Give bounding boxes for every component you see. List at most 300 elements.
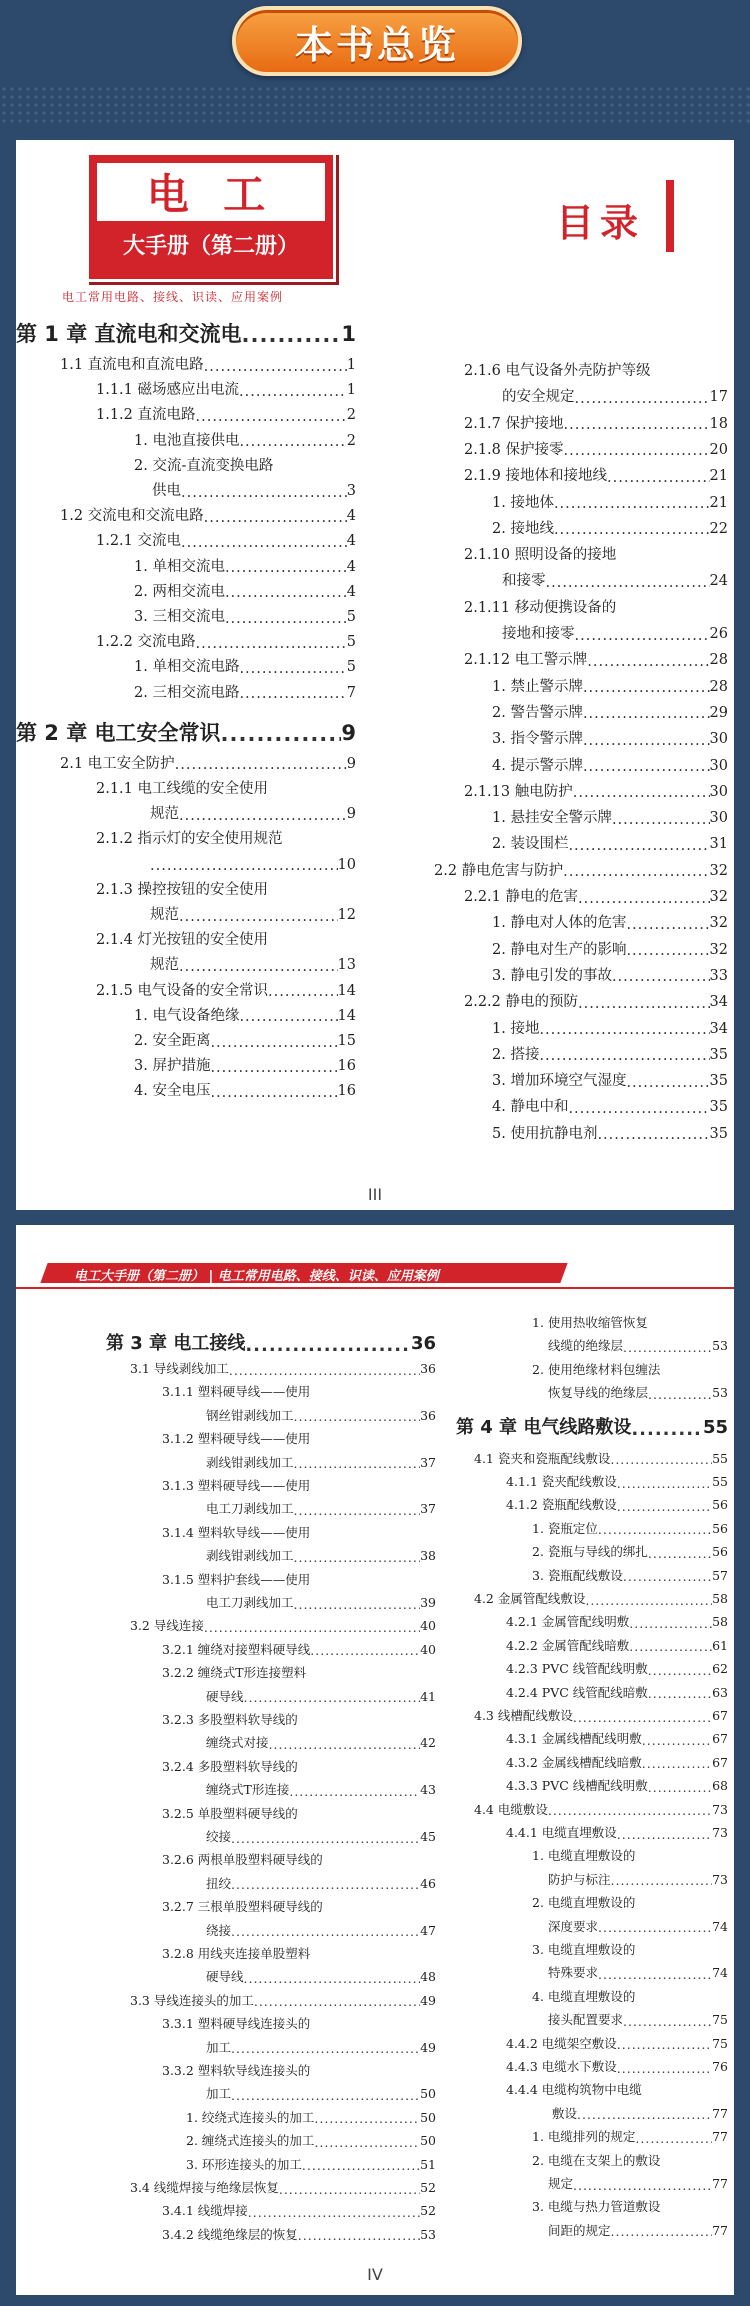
toc-entry[interactable] (506, 1638, 728, 1654)
toc-entry-title: 绕接 (206, 1922, 232, 1938)
toc-entry[interactable] (162, 1384, 436, 1400)
toc-entry[interactable] (464, 888, 728, 906)
toc-page-ref: 16 (337, 1058, 356, 1075)
toc-entry-title: 1. 电气设备绝缘 (134, 1007, 240, 1024)
toc-entry[interactable] (134, 1007, 356, 1025)
toc-leader-dots (607, 471, 710, 486)
toc-page-ref: 26 (709, 626, 728, 642)
toc-entry[interactable] (206, 1829, 436, 1845)
toc-entry-title: 2.1.3 操控按钮的安全使用 (96, 881, 269, 898)
toc-entry-title: 第 3 章 电工接线 (106, 1333, 246, 1354)
toc-entry[interactable] (492, 914, 728, 932)
toc-leader-dots (583, 760, 710, 775)
toc-leader-dots (612, 970, 710, 985)
toc-entry-title: 2. 缠绕式连接头的加工 (186, 2133, 315, 2149)
toc-leader-dots (231, 2043, 420, 2056)
toc-entry[interactable] (206, 1501, 436, 1517)
toc-entry-title: 4. 提示警示牌 (492, 757, 583, 774)
toc-page-ref: 36 (420, 1407, 436, 1423)
toc-leader-dots (626, 944, 709, 959)
toc-entry-title: 3.2.1 缠绕对接塑料硬导线 (162, 1641, 311, 1657)
toc-entry[interactable] (134, 1032, 356, 1050)
toc-entry[interactable] (206, 1735, 436, 1751)
toc-entry[interactable] (134, 457, 356, 475)
toc-entry-title: 4.3 线槽配线敷设 (474, 1708, 573, 1723)
toc-entry[interactable] (206, 1548, 436, 1564)
toc-leader-dots (642, 1758, 712, 1771)
toc-entry[interactable] (532, 1315, 728, 1331)
toc-entry[interactable] (532, 1895, 728, 1911)
toc-entry[interactable] (492, 704, 728, 722)
toc-entry[interactable] (130, 1993, 436, 2009)
toc-entry[interactable] (206, 1876, 436, 1892)
toc-entry-title: 4.4.4 电缆构筑物中电缆 (506, 2082, 642, 2098)
toc-entry[interactable] (506, 1497, 728, 1513)
toc-entry[interactable] (162, 1665, 436, 1681)
toc-entry[interactable] (206, 1595, 436, 1611)
toc-entry[interactable] (96, 406, 356, 424)
toc-entry[interactable] (506, 2059, 728, 2075)
toc-entry[interactable] (532, 2199, 728, 2215)
toc-entry[interactable] (134, 1082, 356, 1100)
toc-entry-title: 3. 增加环境空气湿度 (492, 1073, 627, 1090)
toc-entry[interactable] (96, 931, 356, 949)
toc-entry-title: 规范 (150, 957, 179, 974)
toc-entry-title: 1.2.1 交流电 (96, 533, 182, 550)
toc-entry-title: 2.1 电工安全防护 (60, 755, 175, 772)
toc-leader-dots (617, 1829, 712, 1842)
toc-entry-title: 3.1.5 塑料护套线——使用 (162, 1571, 311, 1587)
toc-entry[interactable] (548, 2223, 728, 2239)
toc-entry-title: 2.1.1 电工线缆的安全使用 (96, 781, 269, 797)
toc-leader-dots (648, 1389, 712, 1402)
toc-page-ref: 67 (712, 1754, 728, 1770)
toc-leader-dots (611, 1875, 713, 1888)
toc-leader-dots (204, 1622, 420, 1635)
toc-entry-title: 第 4 章 电气线路敷设 (456, 1416, 632, 1438)
toc-entry-title: 2.1.12 电工警示牌 (464, 652, 588, 669)
toc-entry[interactable] (532, 1544, 728, 1560)
toc-entry-title: 3.3.1 塑料硬导线连接头的 (162, 2016, 311, 2032)
toc-entry[interactable] (492, 941, 728, 959)
toc-entry[interactable] (492, 730, 728, 748)
toc-page-ref: 35 (709, 1046, 728, 1063)
toc-entry[interactable] (162, 1478, 436, 1494)
toc-leader-dots (298, 2230, 420, 2243)
toc-entry[interactable] (162, 1946, 436, 1962)
toc-entry[interactable] (532, 1848, 728, 1864)
toc-entry[interactable] (502, 625, 728, 643)
toc-leader-dots (617, 1501, 712, 1514)
toc-entry-title: 2.2.2 静电的预防 (464, 994, 579, 1011)
toc-leader-dots (583, 707, 710, 722)
toc-entry[interactable] (464, 441, 728, 459)
toc-entry[interactable] (506, 1474, 728, 1490)
toc-entry[interactable] (186, 2133, 436, 2149)
toc-entry[interactable] (162, 2203, 436, 2219)
toc-entry[interactable] (506, 1731, 728, 1747)
toc-leader-dots (294, 1458, 421, 1471)
toc-entry[interactable] (548, 2012, 728, 2028)
toc-page-ref: 46 (420, 1875, 436, 1891)
toc-entry[interactable] (464, 415, 728, 433)
toc-leader-dots (150, 859, 338, 874)
toc-entry-title: 4.3.3 PVC 线槽配线明敷 (506, 1778, 648, 1794)
toc-entry[interactable] (474, 1591, 728, 1607)
toc-entry[interactable] (206, 2040, 436, 2056)
toc-entry[interactable] (464, 599, 728, 617)
book-logo-inner (97, 163, 325, 221)
toc-page-ref: 14 (337, 982, 356, 999)
toc-leader-dots (629, 1641, 712, 1654)
toc-entry[interactable] (150, 805, 356, 823)
toc-entry[interactable] (506, 1778, 728, 1794)
toc-entry[interactable] (464, 546, 728, 564)
toc-leader-dots (554, 523, 710, 538)
toc-entry-title: 4.4 电缆敷设 (474, 1801, 548, 1817)
toc-entry-title: 加工 (206, 2039, 232, 2055)
toc-entry[interactable] (434, 862, 728, 880)
toc-leader-dots (175, 758, 347, 773)
banner-title: 本书总览 (294, 22, 459, 67)
toc-entry[interactable] (506, 1755, 728, 1771)
toc-entry-title: 1. 电缆排列的规定 (532, 2129, 636, 2145)
toc-entry[interactable] (150, 856, 356, 874)
toc-leader-dots (179, 910, 338, 925)
toc-entry-title: 2. 警告警示牌 (492, 704, 583, 721)
toc-entry-title: 和接零 (502, 573, 546, 590)
toc-entry-title: 3.2.3 多股塑料软导线的 (162, 1712, 298, 1727)
toc-page-ref: 4 (346, 533, 356, 550)
toc-page-ref: 21 (709, 494, 728, 511)
toc-entry[interactable] (492, 757, 728, 775)
toc-entry[interactable] (130, 1361, 436, 1377)
toc-entry[interactable] (206, 1455, 436, 1471)
toc-chapter[interactable] (456, 1417, 728, 1439)
toc-entry[interactable] (162, 1431, 436, 1447)
toc-entry[interactable] (548, 1385, 728, 1401)
toc-page-ref: 4 (346, 558, 356, 575)
toc-entry-title: 特殊要求 (548, 1965, 599, 1981)
toc-entry[interactable] (492, 1072, 728, 1090)
toc-entry[interactable] (150, 906, 356, 924)
toc-entry[interactable] (506, 1685, 728, 1701)
toc-entry[interactable] (150, 956, 356, 974)
toc-entry[interactable] (492, 1098, 728, 1116)
toc-entry[interactable] (162, 1642, 436, 1658)
toc-leader-dots (611, 2226, 713, 2239)
toc-page-ref: 5 (346, 634, 356, 651)
toc-leader-dots (575, 629, 710, 644)
toc-leader-dots (539, 1023, 709, 1038)
toc-entry[interactable] (134, 1057, 356, 1075)
toc-page-ref: 53 (712, 1338, 728, 1354)
toc-page-ref: 42 (420, 1735, 436, 1751)
toc-entry[interactable] (162, 1759, 436, 1775)
toc-leader-dots (610, 1454, 712, 1467)
toc-entry[interactable] (206, 1923, 436, 1939)
toc-entry[interactable] (162, 1572, 436, 1588)
toc-entry[interactable] (506, 1614, 728, 1630)
toc-entry[interactable] (96, 532, 356, 550)
toc-entry[interactable] (186, 2110, 436, 2126)
toc-entry[interactable] (492, 1046, 728, 1064)
toc-leader-dots (239, 662, 346, 677)
toc-entry-title: 4.2.1 金属管配线明敷 (506, 1614, 630, 1630)
toc-entry[interactable] (206, 1408, 436, 1424)
toc-entry[interactable] (492, 520, 728, 538)
toc-entry-title: 3. 电缆与热力管道敷设 (532, 2199, 661, 2215)
toc-entry[interactable] (552, 2106, 728, 2122)
toc-entry[interactable] (162, 2063, 436, 2079)
toc-entry-title: 2. 接地线 (492, 520, 554, 537)
toc-page-ref: 73 (712, 1871, 728, 1887)
toc-page-ref: 12 (337, 907, 356, 923)
toc-leader-dots (554, 497, 710, 512)
toc-page-ref: 1 (341, 322, 356, 346)
toc-entry[interactable] (548, 1872, 728, 1888)
toc-entry[interactable] (96, 780, 356, 798)
toc-page-ref: 36 (420, 1361, 436, 1376)
toc-entry-title: 4.4.2 电缆架空敷设 (506, 2035, 617, 2051)
toc-entry-title: 规范 (150, 907, 179, 923)
running-header-text: 电工大手册（第二册） | 电工常用电路、接线、识读、应用案例 (74, 1269, 439, 1284)
toc-entry-title: 3. 静电引发的事故 (492, 967, 612, 984)
toc-entry-title: 1. 电池直接供电 (134, 432, 240, 449)
toc-page-ref: 9 (341, 720, 356, 745)
toc-entry[interactable] (532, 1568, 728, 1584)
toc-page-ref: 1 (346, 357, 356, 373)
toc-leader-dots (196, 410, 347, 425)
toc-entry[interactable] (162, 1852, 436, 1868)
toc-entry-title: 3.2.2 缠绕式T形连接塑料 (162, 1665, 307, 1681)
toc-leader-dots (254, 1996, 420, 2009)
toc-entry[interactable] (548, 2176, 728, 2192)
toc-leader-dots (623, 2016, 712, 2029)
toc-leader-dots (626, 1076, 709, 1091)
toc-entry[interactable] (134, 658, 356, 676)
toc-entry[interactable] (492, 1125, 728, 1143)
toc-entry-title: 3.2.6 两根单股塑料硬导线的 (162, 1852, 323, 1868)
toc-entry-title: 5. 使用抗静电剂 (492, 1125, 598, 1142)
toc-page-ref: 77 (712, 2222, 728, 2238)
toc-page-ref: 41 (420, 1688, 436, 1704)
toc-entry-title: 2. 两相交流电 (134, 583, 225, 600)
toc-entry[interactable] (96, 381, 356, 399)
toc-page-ref: 2 (346, 432, 356, 449)
toc-page-ref: 77 (712, 2105, 728, 2121)
toc-entry[interactable] (506, 2082, 728, 2098)
toc-entry[interactable] (130, 1618, 436, 1634)
toc-page-ref: 76 (712, 2059, 728, 2074)
toc-leader-dots (294, 1411, 421, 1424)
toc-entry-title: 3.2 导线连接 (130, 1618, 204, 1634)
toc-leader-dots (179, 809, 347, 824)
toc-entry[interactable] (464, 783, 728, 801)
toc-entry[interactable] (96, 830, 356, 848)
toc-page-ref: 56 (712, 1544, 728, 1560)
toc-entry[interactable] (532, 2153, 728, 2169)
toc-entry[interactable] (506, 1661, 728, 1677)
toc-entry[interactable] (134, 432, 356, 450)
toc-entry[interactable] (492, 835, 728, 853)
toc-page-ref: 22 (709, 520, 728, 537)
toc-entry[interactable] (96, 982, 356, 1000)
toc-page-ref: 52 (420, 2180, 436, 2195)
toc-entry-title: 2. 安全距离 (134, 1033, 211, 1049)
toc-leader-dots (210, 1061, 337, 1076)
toc-entry-title: 3. 电缆直埋敷设的 (532, 1942, 636, 1957)
toc-entry[interactable] (464, 362, 728, 380)
toc-leader-dots (568, 839, 709, 854)
toc-entry[interactable] (464, 651, 728, 669)
page-number: IV (367, 2265, 383, 2284)
toc-entry-title: 3.2.5 单股塑料硬导线的 (162, 1805, 298, 1821)
banner-pill (232, 6, 522, 76)
toc-entry[interactable] (134, 583, 356, 601)
toc-leader-dots (294, 1505, 421, 1518)
toc-entry-title: 2. 电缆直埋敷设的 (532, 1895, 636, 1911)
toc-entry[interactable] (134, 684, 356, 702)
running-header-line (16, 1287, 734, 1289)
toc-leader-dots (648, 1782, 712, 1795)
toc-leader-dots (623, 1571, 712, 1584)
toc-entry[interactable] (492, 678, 728, 696)
toc-entry[interactable] (548, 1965, 728, 1981)
toc-entry[interactable] (474, 1802, 728, 1818)
toc-entry[interactable] (60, 755, 356, 773)
book-logo (86, 152, 336, 282)
toc-entry[interactable] (152, 482, 356, 500)
toc-entry-title: 4. 电缆直埋敷设的 (532, 1988, 636, 2004)
toc-leader-dots (623, 1342, 712, 1355)
toc-entry[interactable] (502, 388, 728, 406)
toc-entry-title: 4. 安全电压 (134, 1083, 211, 1100)
toc-page-ref: 24 (709, 573, 728, 590)
toc-page-ref: 39 (420, 1595, 436, 1610)
toc-leader-dots (242, 325, 342, 346)
toc-entry[interactable] (60, 507, 356, 525)
toc-page-ref: 10 (337, 856, 356, 873)
toc-page-ref: 7 (346, 684, 356, 701)
toc-leader-dots (629, 1618, 712, 1631)
toc-leader-dots (578, 892, 710, 907)
toc-entry[interactable] (60, 356, 356, 374)
toc-entry-title: 线缆的绝缘层 (548, 1338, 624, 1354)
toc-entry[interactable] (506, 2036, 728, 2052)
toc-entry-title: 2. 使用绝缘材料包缠法 (532, 1361, 661, 1377)
toc-entry[interactable] (130, 2180, 436, 2196)
toc-page-ref: 32 (709, 941, 728, 958)
toc-entry[interactable] (134, 608, 356, 626)
toc-leader-dots (294, 1599, 421, 1612)
toc-entry[interactable] (532, 1362, 728, 1378)
toc-entry[interactable] (206, 2086, 436, 2102)
toc-entry[interactable] (464, 467, 728, 485)
toc-leader-dots (181, 486, 347, 501)
toc-entry[interactable] (96, 633, 356, 651)
toc-chapter[interactable] (16, 721, 356, 745)
toc-leader-dots (229, 1365, 420, 1378)
toc-entry-title: 接头配置要求 (548, 2012, 624, 2028)
toc-entry[interactable] (502, 572, 728, 590)
toc-entry[interactable] (162, 2016, 436, 2032)
toc-entry[interactable] (474, 1708, 728, 1724)
toc-page-ref: 55 (712, 1474, 728, 1489)
toc-entry[interactable] (532, 1942, 728, 1958)
toc-page-ref: 40 (420, 1618, 436, 1634)
toc-entry-title: 3.4 线缆焊接与绝缘层恢复 (130, 2180, 279, 2195)
toc-entry[interactable] (206, 1689, 436, 1705)
toc-page-ref: 62 (712, 1661, 728, 1677)
toc-entry[interactable] (548, 1919, 728, 1935)
toc-entry[interactable] (548, 1338, 728, 1354)
toc-entry[interactable] (474, 1451, 728, 1467)
toc-entry[interactable] (492, 809, 728, 827)
toc-entry-title: 2.1.6 电气设备外壳防护等级 (464, 363, 651, 379)
toc-leader-dots (244, 1692, 421, 1705)
toc-entry[interactable] (206, 1782, 436, 1798)
toc-entry[interactable] (464, 993, 728, 1011)
toc-leader-dots (631, 1421, 703, 1439)
banner-dots (0, 85, 750, 125)
toc-entry-title: 1.1.1 磁场感应出电流 (96, 382, 240, 399)
toc-chapter[interactable] (16, 322, 356, 346)
toc-page-ref: 37 (420, 1454, 436, 1470)
toc-chapter[interactable] (106, 1333, 436, 1355)
toc-entry[interactable] (186, 2157, 436, 2173)
toc-entry-title: 2.2 静电危害与防护 (434, 862, 564, 879)
toc-entry-title: 3.3 导线连接头的加工 (130, 1992, 254, 2008)
toc-entry[interactable] (162, 1899, 436, 1915)
toc-page-ref: 58 (712, 1614, 728, 1630)
toc-page-ref: 34 (709, 1020, 728, 1037)
toc-page-ref: 32 (709, 889, 728, 905)
toc-leader-dots (314, 2113, 420, 2126)
book-logo-title: 电 工 (146, 170, 276, 219)
toc-leader-dots (626, 918, 709, 933)
banner (0, 0, 750, 140)
toc-entry[interactable] (532, 1521, 728, 1537)
toc-entry-title: 3.2.4 多股塑料软导线的 (162, 1758, 298, 1774)
toc-entry-title: 2.1.5 电气设备的安全常识 (96, 982, 269, 999)
toc-entry-title: 2.1.9 接地体和接地线 (464, 468, 608, 485)
toc-entry[interactable] (162, 1806, 436, 1822)
toc-page-ref: 50 (420, 2109, 436, 2125)
toc-entry[interactable] (134, 558, 356, 576)
toc-page-ref: 16 (337, 1083, 356, 1100)
toc-leader-dots (310, 1645, 420, 1658)
toc-entry[interactable] (532, 2129, 728, 2145)
toc-entry[interactable] (206, 1969, 436, 1985)
toc-entry[interactable] (96, 881, 356, 899)
toc-entry[interactable] (162, 2227, 436, 2243)
toc-page-ref: 1 (346, 382, 356, 399)
toc-page-ref: 28 (709, 652, 728, 669)
toc-leader-dots (231, 1833, 420, 1846)
toc-entry[interactable] (506, 1825, 728, 1841)
toc-entry-title: 4.2.4 PVC 线管配线暗敷 (506, 1684, 648, 1700)
toc-entry-title: 4.2.2 金属管配线暗敷 (506, 1637, 630, 1653)
toc-entry[interactable] (492, 1020, 728, 1038)
toc-entry[interactable] (532, 1989, 728, 2005)
toc-entry[interactable] (492, 494, 728, 512)
toc-entry[interactable] (162, 1525, 436, 1541)
toc-entry[interactable] (492, 967, 728, 985)
toc-entry[interactable] (162, 1712, 436, 1728)
toc-leader-dots (587, 655, 709, 670)
toc-leader-dots (239, 385, 347, 400)
